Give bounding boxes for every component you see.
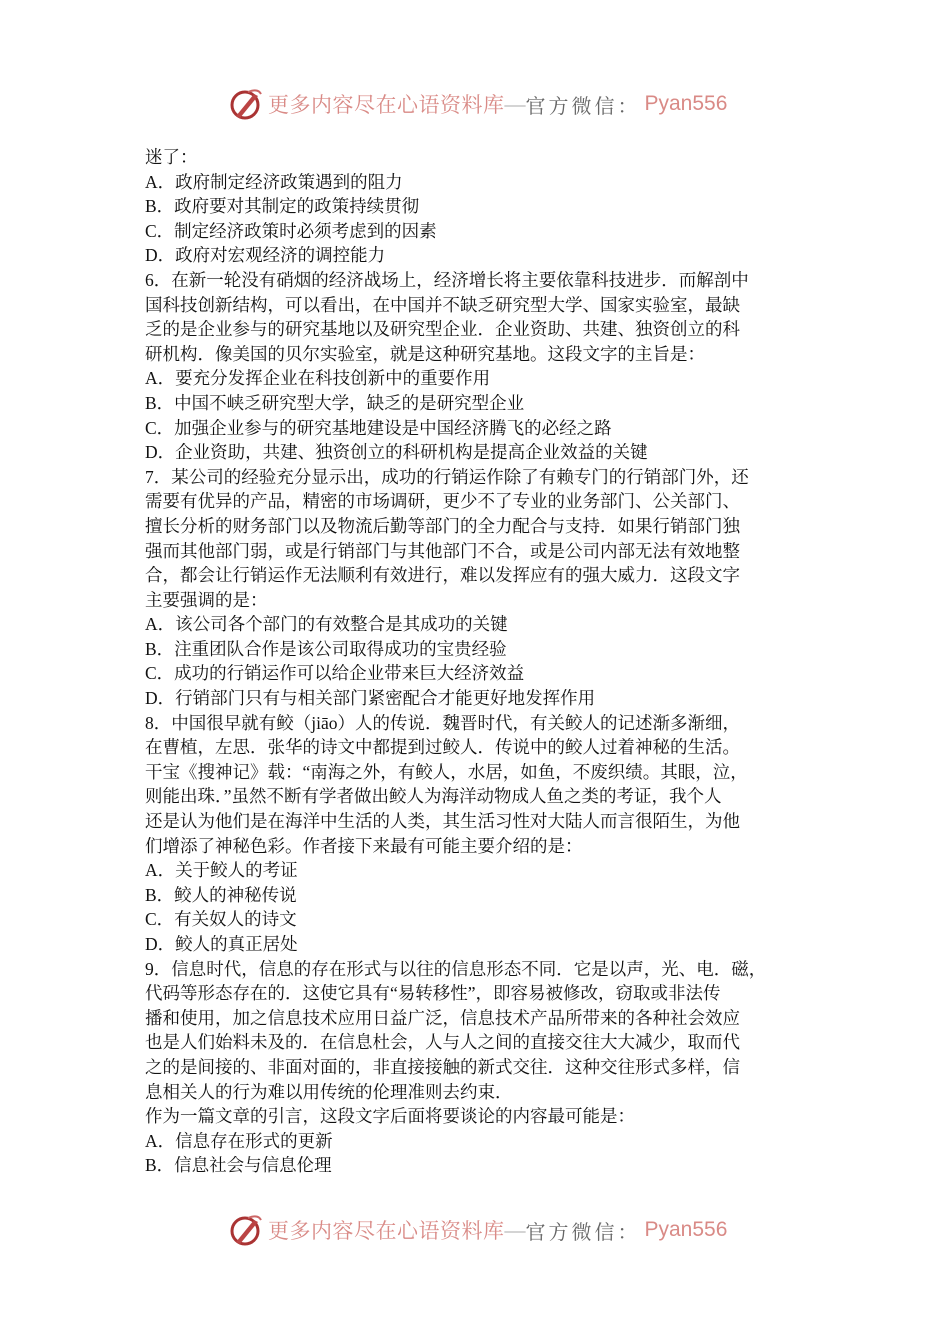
- text-line: 还是认为他们是在海洋中生活的人类，其生活习性对大陆人而言很陌生，为他: [145, 811, 740, 832]
- footer-watermark-banner: [228, 1210, 728, 1250]
- quill-logo-icon: [228, 1212, 264, 1248]
- text-line: 研机构．像美国的贝尔实验室，就是这种研究基地。这段文字的主旨是：: [145, 343, 705, 364]
- document-body: [145, 145, 825, 1178]
- banner-slogan: 更多内容尽在心语资料库: [268, 1219, 505, 1243]
- text-line: A．信息存在形式的更新: [145, 1130, 333, 1151]
- text-line: B．注重团队合作是该公司取得成功的宝贵经验: [145, 638, 507, 659]
- text-line: 7．某公司的经验充分显示出，成功的行销运作除了有赖专门的行销部门外，还: [145, 466, 749, 487]
- text-line: 9．信息时代，信息的存在形式与以往的信息形态不同．它是以声，光、电．磁，: [145, 958, 767, 979]
- text-line: C．制定经济政策时必须考虑到的因素: [145, 220, 437, 241]
- text-line: A．政府制定经济政策遇到的阻力: [145, 171, 403, 192]
- text-line: B．鲛人的神秘传说: [145, 884, 297, 905]
- text-line: 擅长分析的财务部门以及物流后勤等部门的全力配合与支持．如果行销部门独: [145, 515, 740, 536]
- header-watermark-banner: [228, 84, 728, 124]
- text-line: B．政府要对其制定的政策持续贯彻: [145, 196, 420, 217]
- text-line: B．信息社会与信息伦理: [145, 1155, 332, 1176]
- text-line: D．政府对宏观经济的调控能力: [145, 245, 386, 266]
- text-line: 播和使用，加之信息技术应用日益广泛，信息技术产品所带来的各种社会效应: [145, 1007, 740, 1028]
- text-line: 干宝《搜神记》载：“南海之外，有鲛人，水居，如鱼，不废织绩。其眼，泣，: [145, 761, 748, 782]
- text-line: 作为一篇文章的引言，这段文字后面将要谈论的内容最可能是：: [145, 1106, 635, 1127]
- text-line: 之的是间接的、非面对面的，非直接接触的新式交往．这种交往形式多样，信: [145, 1056, 740, 1077]
- text-line: 息相关人的行为难以用传统的伦理准则去约束．: [145, 1081, 513, 1102]
- banner-wechat-id: Pyan556: [644, 1218, 728, 1241]
- text-line: 8．中国很早就有鲛（jiāo）人的传说．魏晋时代，有关鲛人的记述渐多渐细，: [145, 712, 740, 733]
- text-line: D．行销部门只有与相关部门紧密配合才能更好地发挥作用: [145, 688, 596, 709]
- banner-wechat-label: 官方微信：: [525, 1221, 641, 1244]
- text-line: 在曹植，左思．张华的诗文中都提到过鲛人．传说中的鲛人过着神秘的生活。: [145, 737, 740, 758]
- text-line: C．成功的行销运作可以给企业带来巨大经济效益: [145, 663, 525, 684]
- text-line: A．该公司各个部门的有效整合是其成功的关键: [145, 614, 508, 635]
- text-line: D．企业资助，共建、独资创立的科研机构是提高企业效益的关键: [145, 442, 648, 463]
- text-line: 6．在新一轮没有硝烟的经济战场上，经济增长将主要依靠科技进步．而解剖中: [145, 269, 749, 290]
- text-line: 国科技创新结构，可以看出，在中国并不缺乏研究型大学、国家实验室，最缺: [145, 294, 740, 315]
- banner-wechat-id: Pyan556: [644, 92, 728, 115]
- banner-dash: —: [504, 91, 526, 116]
- text-line: 需要有优异的产品，精密的市场调研，更少不了专业的业务部门、公关部门、: [145, 491, 740, 512]
- banner-slogan: 更多内容尽在心语资料库: [268, 93, 505, 117]
- text-line: 乏的是企业参与的研究基地以及研究型企业．企业资助、共建、独资创立的科: [145, 319, 740, 340]
- text-line: 强而其他部门弱，或是行销部门与其他部门不合，或是公司内部无法有效地整: [145, 540, 740, 561]
- text-line: 主要强调的是：: [145, 589, 268, 610]
- banner-dash: —: [504, 1217, 526, 1242]
- banner-wechat-label: 官方微信：: [525, 95, 641, 118]
- text-line: 们增添了神秘色彩。作者接下来最有可能主要介绍的是：: [145, 835, 583, 856]
- text-line: 迷了：: [145, 147, 198, 167]
- quill-logo-icon: [228, 86, 264, 122]
- text-line: 代码等形态存在的．这使它具有“易转移性”，即容易被修改，窃取或非法传: [145, 983, 721, 1004]
- text-line: 合，都会让行销运作无法顺利有效进行，难以发挥应有的强大威力．这段文字: [145, 565, 740, 586]
- text-line: D．鲛人的真正居处: [145, 934, 298, 954]
- text-line: 则能出珠．”虽然不断有学者做出鲛人为海洋动物成人鱼之类的考证，我个人: [145, 786, 722, 807]
- text-line: 也是人们始料未及的．在信息杜会，人与人之间的直接交往大大减少，取而代: [145, 1032, 740, 1053]
- text-line: C．加强企业参与的研究基地建设是中国经济腾飞的必经之路: [145, 417, 612, 438]
- text-line: B．中国不峡乏研究型大学，缺乏的是研究型企业: [145, 392, 525, 413]
- text-line: A．要充分发挥企业在科技创新中的重要作用: [145, 368, 491, 389]
- text-line: A．关于鲛人的考证: [145, 860, 298, 881]
- text-line: C．有关奴人的诗文: [145, 909, 297, 930]
